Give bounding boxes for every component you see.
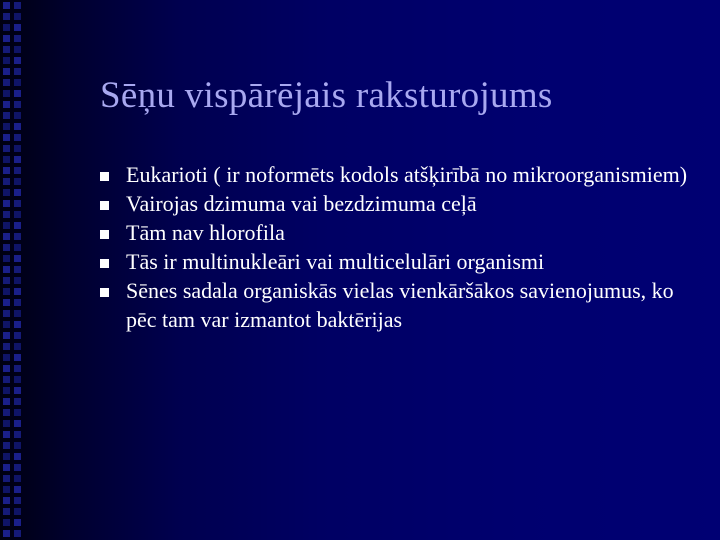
decor-square <box>14 145 21 152</box>
decor-square <box>14 134 21 141</box>
decor-square <box>14 123 21 130</box>
decor-square <box>14 376 21 383</box>
decor-square <box>3 266 10 273</box>
decor-square <box>14 409 21 416</box>
decor-square <box>3 233 10 240</box>
bullet-item <box>97 247 697 276</box>
decor-square <box>3 211 10 218</box>
decor-square <box>3 46 10 53</box>
decor-square <box>3 13 10 20</box>
decor-square <box>14 288 21 295</box>
decor-square <box>14 310 21 317</box>
slide-title: Sēņu vispārējais raksturojums <box>100 75 553 116</box>
decor-square <box>14 277 21 284</box>
decor-square <box>3 178 10 185</box>
decor-square <box>14 244 21 251</box>
bullet-text: Eukarioti ( ir noformēts kodols atšķirībā no mikroorganismiem) <box>126 162 688 187</box>
decor-square <box>3 321 10 328</box>
decor-square <box>14 200 21 207</box>
bullet-text: Tās ir multinukleāri vai multicelulāri organismi <box>126 249 545 274</box>
square-bullet-icon <box>100 172 109 181</box>
decor-square <box>14 299 21 306</box>
decor-square <box>14 387 21 394</box>
decor-square <box>3 332 10 339</box>
square-bullet-icon <box>100 201 109 210</box>
decor-square <box>3 90 10 97</box>
decor-square <box>14 508 21 515</box>
decor-square <box>3 464 10 471</box>
decorative-square-pattern <box>0 0 22 540</box>
bullet-list <box>97 160 697 334</box>
decor-square <box>3 398 10 405</box>
decor-square <box>14 233 21 240</box>
decor-square <box>3 475 10 482</box>
decor-square <box>3 277 10 284</box>
bullet-text: Tām nav hlorofila <box>126 220 285 245</box>
bullet-item <box>97 189 697 218</box>
decor-square <box>3 57 10 64</box>
decor-square <box>14 431 21 438</box>
decor-square <box>3 255 10 262</box>
decor-square <box>14 475 21 482</box>
decor-square <box>3 376 10 383</box>
decor-square <box>3 420 10 427</box>
decor-square <box>14 222 21 229</box>
square-bullet-icon <box>100 259 109 268</box>
decor-square <box>3 35 10 42</box>
decor-square <box>14 255 21 262</box>
decor-square <box>14 266 21 273</box>
decor-square <box>14 464 21 471</box>
decor-square <box>14 13 21 20</box>
decor-square <box>3 519 10 526</box>
decor-square <box>3 68 10 75</box>
decor-square <box>14 178 21 185</box>
decor-square <box>3 200 10 207</box>
decor-square <box>14 343 21 350</box>
decor-square <box>14 420 21 427</box>
decor-square <box>14 530 21 537</box>
decor-square <box>14 167 21 174</box>
decor-square <box>3 530 10 537</box>
decor-square <box>3 222 10 229</box>
decor-square <box>3 288 10 295</box>
decor-square <box>3 310 10 317</box>
decor-square <box>3 189 10 196</box>
decor-square <box>3 343 10 350</box>
decor-square <box>3 112 10 119</box>
decor-square <box>14 211 21 218</box>
decor-square <box>14 321 21 328</box>
bullet-item <box>97 276 697 334</box>
decor-square <box>14 354 21 361</box>
decor-square <box>3 409 10 416</box>
decor-square <box>14 57 21 64</box>
decor-square <box>3 354 10 361</box>
decor-square <box>3 134 10 141</box>
decor-square <box>14 46 21 53</box>
decor-square <box>3 497 10 504</box>
decor-square <box>3 79 10 86</box>
decor-square <box>3 365 10 372</box>
decor-square <box>3 486 10 493</box>
decor-square <box>3 2 10 9</box>
decor-square <box>3 156 10 163</box>
decor-square <box>14 398 21 405</box>
decor-square <box>14 24 21 31</box>
bullet-text: Sēnes sadala organiskās vielas vienkāršākos savienojumus, ko pēc tam var izmantot baktērijas <box>126 278 674 332</box>
decor-square <box>14 35 21 42</box>
decor-square <box>3 101 10 108</box>
decor-square <box>3 244 10 251</box>
decor-square <box>14 90 21 97</box>
decor-square <box>14 189 21 196</box>
square-bullet-icon <box>100 230 109 239</box>
decor-square <box>14 79 21 86</box>
decor-square <box>14 365 21 372</box>
decor-square <box>3 145 10 152</box>
decor-square <box>14 68 21 75</box>
decor-square <box>14 332 21 339</box>
bullet-item <box>97 218 697 247</box>
decor-square <box>3 167 10 174</box>
bullet-text: Vairojas dzimuma vai bezdzimuma ceļā <box>126 191 477 216</box>
square-bullet-icon <box>100 288 109 297</box>
decor-square <box>14 497 21 504</box>
decor-square <box>3 442 10 449</box>
decor-square <box>3 431 10 438</box>
decor-square <box>14 156 21 163</box>
decor-square <box>3 299 10 306</box>
decor-square <box>3 453 10 460</box>
decor-square <box>14 101 21 108</box>
decor-square <box>3 508 10 515</box>
decor-square <box>14 442 21 449</box>
bullet-item <box>97 160 697 189</box>
decor-square <box>14 453 21 460</box>
decor-square <box>3 24 10 31</box>
decor-square <box>14 486 21 493</box>
decor-square <box>14 112 21 119</box>
decor-square <box>14 2 21 9</box>
decor-square <box>14 519 21 526</box>
decor-square <box>3 387 10 394</box>
decor-square <box>3 123 10 130</box>
